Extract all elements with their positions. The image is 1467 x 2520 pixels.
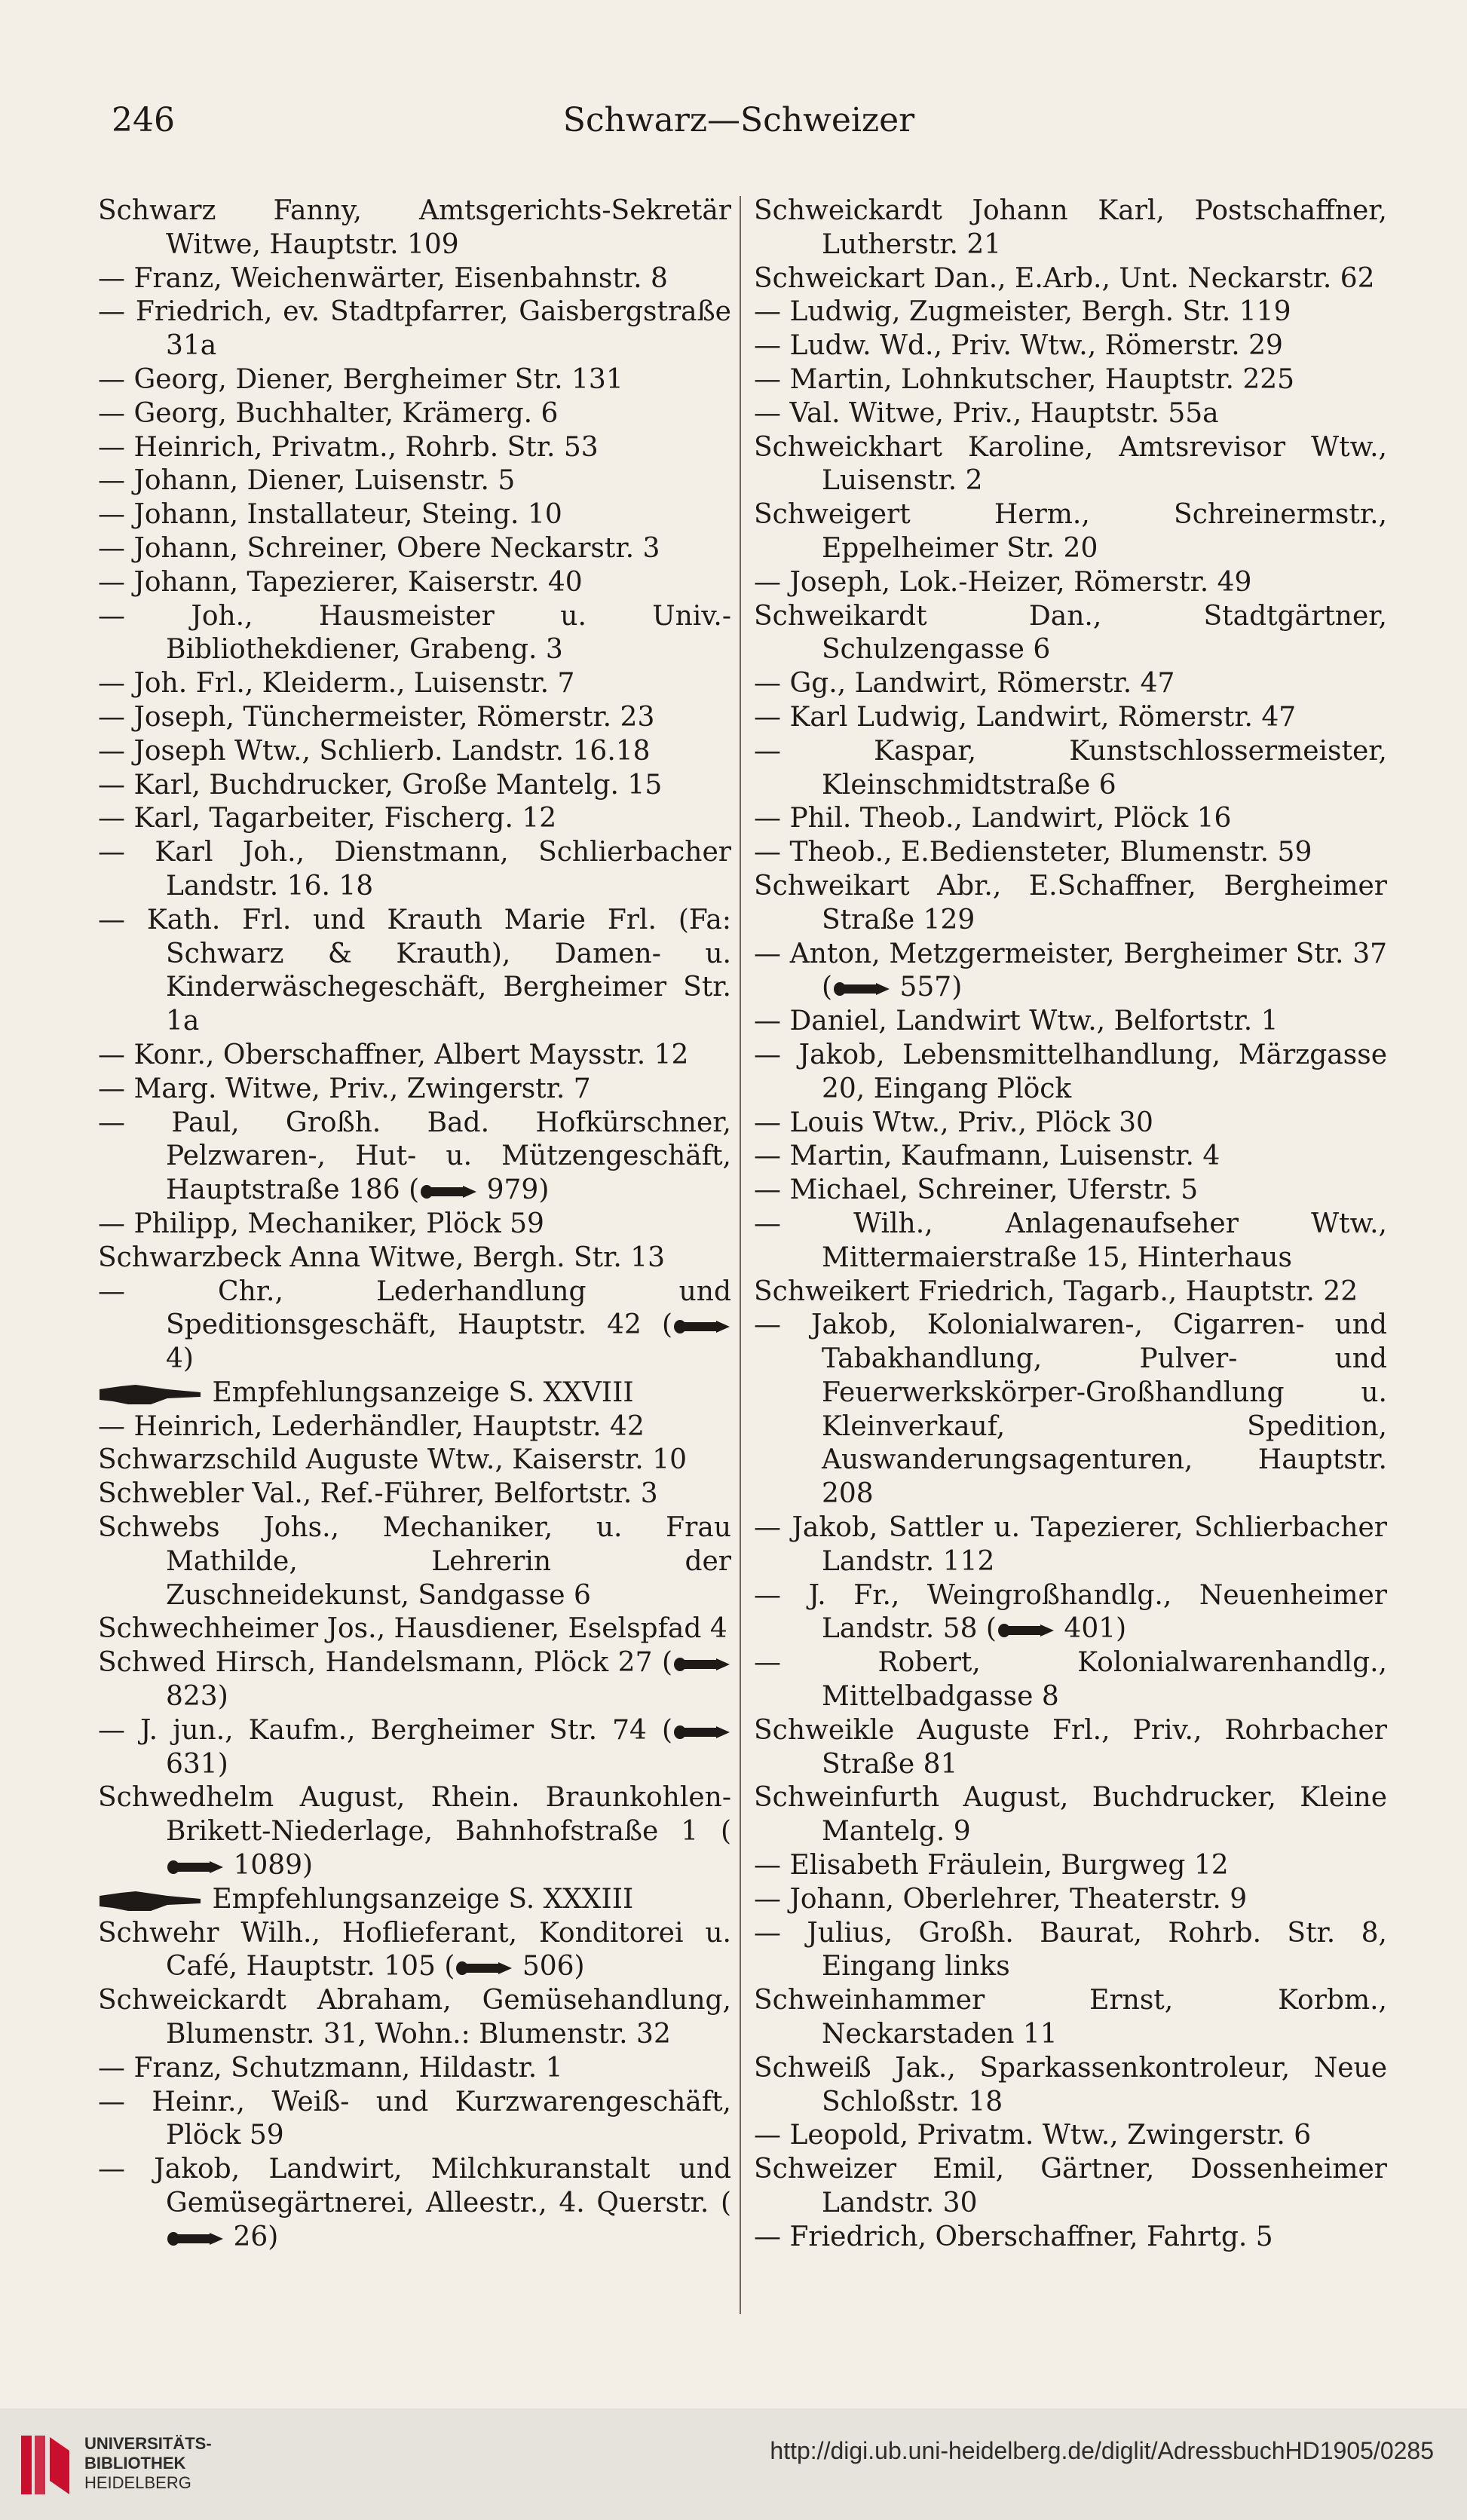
directory-entry: — Johann, Tapezierer, Kaiserstr. 40 [98,566,583,598]
directory-entry: Schwarzbeck Anna Witwe, Bergh. Str. 13 [98,1242,666,1273]
telephone-icon [455,1960,513,1977]
directory-entry: — J. jun., Kaufm., Bergheimer Str. 74 ( 631) [98,1714,731,1782]
directory-entry: Schweickart Dan., E.Arb., Unt. Neckarstr. 62 [754,262,1375,294]
pointing-hand-icon [98,1888,204,1914]
directory-entry: — Karl Ludwig, Landwirt, Römerstr. 47 [754,701,1297,733]
directory-entry: — Heinr., Weiß- und Kurzwarengeschäft, Plöck 59 [98,2086,731,2151]
directory-entry: Schwebs Johs., Mechaniker, u. Frau Mathilde, Lehrerin der Zuschneidekunst, Sandgasse 6 [98,1512,731,1611]
directory-entry: — Jakob, Lebensmittelhandlung, Märzgasse 20, Eingang Plöck [754,1039,1387,1104]
directory-entry: — Johann, Oberlehrer, Theaterstr. 9 [754,1883,1248,1915]
directory-entry: Schwehr Wilh., Hoflieferant, Konditorei u. Café, Hauptstr. 105 ( 506) [98,1917,731,1983]
library-name-line: HEIDELBERG [84,2473,191,2492]
directory-entry: — J. Fr., Weingroßhandlg., Neuenheimer Landstr. 58 ( 401) [754,1579,1387,1645]
telephone-icon [672,1656,731,1673]
directory-entry: — Georg, Buchhalter, Krämerg. 6 [98,397,559,429]
directory-entry: — Chr., Lederhandlung und Speditionsgeschäft, Hauptstr. 42 ( 4) [98,1275,731,1375]
directory-entry: Empfehlungsanzeige S. XXVIII [98,1376,731,1410]
telephone-icon [166,1859,225,1875]
directory-entry: — Elisabeth Fräulein, Burgweg 12 [754,1850,1229,1882]
directory-entry: — Philipp, Mechaniker, Plöck 59 [98,1208,544,1239]
directory-entry: Schweikle Auguste Frl., Priv., Rohrbacher Straße 81 [754,1714,1387,1780]
directory-entry: — Martin, Kaufmann, Luisenstr. 4 [754,1141,1220,1172]
telephone-icon [419,1183,478,1200]
telephone-icon [672,1724,731,1741]
directory-entry: — Julius, Großh. Baurat, Rohrb. Str. 8, Eingang links [754,1917,1387,1983]
directory-entry: — Friedrich, ev. Stadtpfarrer, Gaisbergstraße 31a [98,296,731,362]
directory-entry: Schweikardt Dan., Stadtgärtner, Schulzengasse 6 [754,600,1387,666]
directory-entry: — Joh., Hausmeister u. Univ.-Bibliothekdiener, Grabeng. 3 [98,600,731,666]
directory-entry: — Michael, Schreiner, Uferstr. 5 [754,1174,1199,1206]
directory-entry: — Anton, Metzgermeister, Bergheimer Str. 37 ( 557) [754,938,1387,1003]
running-title: Schwarz—Schweizer [562,101,915,139]
directory-entry: — Karl, Buchdrucker, Große Mantelg. 15 [98,769,663,801]
library-logo-icon [17,2428,75,2500]
directory-entry: — Val. Witwe, Priv., Hauptstr. 55a [754,397,1219,429]
page-header [90,89,1387,149]
directory-entry: — Friedrich, Oberschaffner, Fahrtg. 5 [754,2221,1273,2252]
directory-entry: Schweikert Friedrich, Tagarb., Hauptstr. 22 [754,1275,1358,1307]
left-column [98,194,731,2255]
page-number: 246 [112,101,175,139]
directory-entry: Schweizer Emil, Gärtner, Dossenheimer Landstr. 30 [754,2154,1387,2219]
directory-entry: — Johann, Installateur, Steing. 10 [98,499,562,531]
directory-entry: Empfehlungsanzeige S. XXXIII [98,1883,731,1917]
directory-entry: — Joh. Frl., Kleiderm., Luisenstr. 7 [98,668,575,700]
directory-entry: Schweickardt Abraham, Gemüsehandlung, Blumenstr. 31, Wohn.: Blumenstr. 32 [98,1985,731,2050]
directory-entry: — Konr., Oberschaffner, Albert Maysstr. 12 [98,1039,689,1070]
directory-entry: — Daniel, Landwirt Wtw., Belfortstr. 1 [754,1006,1279,1037]
directory-entry: Schweickhart Karoline, Amtsrevisor Wtw., Luisenstr. 2 [754,431,1387,497]
directory-entry: — Johann, Diener, Luisenstr. 5 [98,465,516,497]
directory-entry: Schwarzschild Auguste Wtw., Kaiserstr. 10 [98,1444,687,1476]
directory-entry: — Johann, Schreiner, Obere Neckarstr. 3 [98,532,660,564]
directory-entry: — Robert, Kolonialwarenhandlg., Mittelbadgasse 8 [754,1647,1387,1713]
telephone-icon [672,1318,731,1335]
directory-entry: Schweinhammer Ernst, Korbm., Neckarstaden 11 [754,1985,1387,2050]
directory-entry: — Ludwig, Zugmeister, Bergh. Str. 119 [754,296,1291,328]
footer-bar [0,2408,1467,2520]
directory-entry: — Jakob, Sattler u. Tapezierer, Schlierbacher Landstr. 112 [754,1512,1387,1577]
directory-entry: — Georg, Diener, Bergheimer Str. 131 [98,363,623,395]
library-name [84,2434,212,2493]
library-name-line: UNIVERSITÄTS- [84,2434,212,2453]
directory-entry: — Paul, Großh. Bad. Hofkürschner, Pelzwaren-, Hut- u. Mützengeschäft, Hauptstraße 186 ( 979) [98,1107,731,1206]
directory-entry: — Ludw. Wd., Priv. Wtw., Römerstr. 29 [754,330,1283,362]
directory-entry: — Jakob, Kolonialwaren-, Cigarren- und Tabakhandlung, Pulver- und Feuerwerkskörper-Großhandlung u. Kleinverkauf, Spedition, Auswanderungsagenturen, Hauptstr. 208 [754,1309,1387,1510]
directory-entry: — Karl, Tagarbeiter, Fischerg. 12 [98,803,557,834]
directory-entry: — Gg., Landwirt, Römerstr. 47 [754,668,1175,700]
directory-entry: Schweigert Herm., Schreinermstr., Eppelheimer Str. 20 [754,499,1387,564]
directory-entry: — Phil. Theob., Landwirt, Plöck 16 [754,803,1232,834]
directory-entry: — Louis Wtw., Priv., Plöck 30 [754,1107,1153,1138]
directory-entry: — Jakob, Landwirt, Milchkuranstalt und Gemüsegärtnerei, Alleestr., 4. Querstr. ( 26) [98,2154,731,2252]
directory-entry: — Heinrich, Privatm., Rohrb. Str. 53 [98,431,599,463]
telephone-icon [832,981,891,997]
directory-entry: Schwechheimer Jos., Hausdiener, Eselspfad 4 [98,1613,727,1645]
directory-entry: Schwed Hirsch, Handelsmann, Plöck 27 ( 823) [98,1646,731,1714]
pointing-hand-icon [98,1382,204,1407]
directory-entry: — Kaspar, Kunstschlossermeister, Kleinschmidtstraße 6 [754,735,1387,801]
directory-entry: — Joseph, Tünchermeister, Römerstr. 23 [98,701,655,733]
directory-entry: Schweiß Jak., Sparkassenkontroleur, Neue Schloßstr. 18 [754,2052,1387,2117]
directory-entry: Schwedhelm August, Rhein. Braunkohlen-Brikett-Niederlage, Bahnhofstraße 1 ( 1089) [98,1782,731,1882]
directory-entry: — Karl Joh., Dienstmann, Schlierbacher Landstr. 16. 18 [98,837,731,902]
directory-entry: — Franz, Schutzmann, Hildastr. 1 [98,2052,563,2084]
footer-url-link[interactable]: http://digi.ub.uni-heidelberg.de/diglit/AdressbuchHD1905/0285 [770,2437,1434,2464]
directory-entry: — Theob., E.Bediensteter, Blumenstr. 59 [754,837,1312,868]
column-divider [740,196,741,2314]
directory-entry: — Joseph Wtw., Schlierb. Landstr. 16.18 [98,735,651,767]
directory-entry: — Heinrich, Lederhändler, Hauptstr. 42 [98,1410,645,1442]
directory-entry: Schwarz Fanny, Amtsgerichts-Sekretär Witwe, Hauptstr. 109 [98,195,731,260]
directory-entry: Schweikart Abr., E.Schaffner, Bergheimer Straße 129 [754,870,1387,935]
directory-entry: — Leopold, Privatm. Wtw., Zwingerstr. 6 [754,2120,1312,2151]
directory-entry: — Marg. Witwe, Priv., Zwingerstr. 7 [98,1073,591,1104]
directory-entry: Schweickardt Johann Karl, Postschaffner, Lutherstr. 21 [754,195,1387,260]
directory-entry: Schweinfurth August, Buchdrucker, Kleine Mantelg. 9 [754,1782,1387,1848]
telephone-icon [997,1622,1055,1639]
directory-entry: — Joseph, Lok.-Heizer, Römerstr. 49 [754,566,1252,598]
right-column [754,194,1387,2255]
directory-entry: — Kath. Frl. und Krauth Marie Frl. (Fa: Schwarz & Krauth), Damen- u. Kinderwäschegeschäft, Bergheimer Str. 1a [98,904,731,1037]
directory-entry: — Franz, Weichenwärter, Eisenbahnstr. 8 [98,262,668,294]
telephone-icon [166,2231,225,2247]
directory-entry: — Martin, Lohnkutscher, Hauptstr. 225 [754,363,1295,395]
directory-entry: — Wilh., Anlagenaufseher Wtw., Mittermaierstraße 15, Hinterhaus [754,1208,1387,1273]
directory-entry: Schwebler Val., Ref.-Führer, Belfortstr. 3 [98,1478,658,1510]
library-name-line: BIBLIOTHEK [84,2454,186,2473]
